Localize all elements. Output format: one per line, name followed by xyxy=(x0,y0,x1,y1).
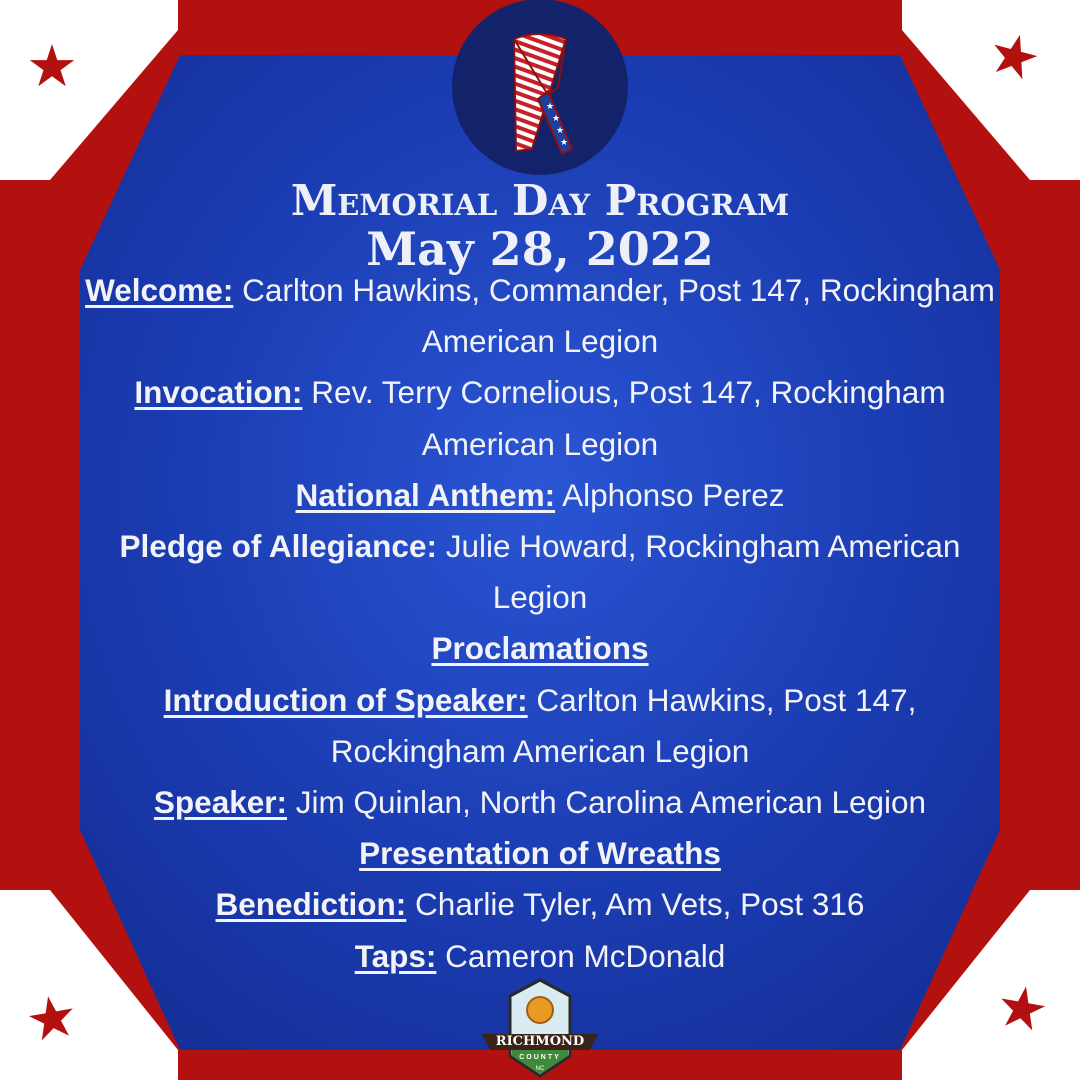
program-item xyxy=(80,623,1000,674)
program-item xyxy=(80,931,1000,982)
program-item-label: Invocation: xyxy=(134,374,303,411)
richmond-county-logo xyxy=(478,976,602,1080)
program-item-label: Pledge of Allegiance: xyxy=(119,528,437,565)
program-item-text: Rev. Terry Cornelious, Post 147, Rockingham American Legion xyxy=(302,374,946,462)
svg-text:★: ★ xyxy=(546,101,555,111)
program-item-text: Carlton Hawkins, Post 147, Rockingham American Legion xyxy=(330,681,917,769)
program-list xyxy=(80,265,1000,982)
svg-text:★: ★ xyxy=(552,113,561,123)
program-item xyxy=(80,367,1000,469)
svg-text:NC: NC xyxy=(535,1066,545,1072)
program-item-text: Cameron McDonald xyxy=(436,937,726,974)
program-item-text: Charlie Tyler, Am Vets, Post 316 xyxy=(406,886,865,923)
program-item-text: Julie Howard, Rockingham American Legion xyxy=(436,528,961,616)
program-item-label: National Anthem: xyxy=(295,476,556,513)
svg-text:COUNTY: COUNTY xyxy=(519,1054,561,1061)
program-item-label: Proclamations xyxy=(431,630,649,667)
page-title: Memorial Day Program xyxy=(290,176,790,225)
star-icon: ★ xyxy=(990,971,1054,1046)
svg-text:★: ★ xyxy=(556,125,565,135)
program-item-label: Taps: xyxy=(354,937,437,974)
program-item-text: Jim Quinlan, North Carolina American Legion xyxy=(287,784,927,821)
star-icon: ★ xyxy=(980,18,1048,95)
program-item-label: Speaker: xyxy=(153,784,287,821)
svg-text:RICHMOND: RICHMOND xyxy=(495,1034,585,1049)
program-item xyxy=(80,828,1000,879)
event-date: May 28, 2022 xyxy=(366,222,714,276)
star-icon: ★ xyxy=(26,34,78,99)
program-item-text: Alphonso Perez xyxy=(555,476,785,513)
svg-text:★: ★ xyxy=(560,137,569,147)
program-item-label: Welcome: xyxy=(85,272,234,308)
star-icon: ★ xyxy=(20,981,84,1056)
program-item xyxy=(80,521,1000,623)
program-item xyxy=(80,470,1000,521)
program-item-label: Benediction: xyxy=(215,886,407,923)
program-item-label: Introduction of Speaker: xyxy=(163,681,528,718)
program-item-text: Carlton Hawkins, Commander, Post 147, Rockingham American Legion xyxy=(233,272,995,360)
program-item-label: Presentation of Wreaths xyxy=(359,835,721,872)
program-item xyxy=(80,675,1000,777)
program-item xyxy=(80,777,1000,828)
program-item xyxy=(80,879,1000,930)
ribbon-medallion xyxy=(452,0,628,175)
program-item xyxy=(80,265,1000,367)
ribbon-icon xyxy=(452,0,628,175)
